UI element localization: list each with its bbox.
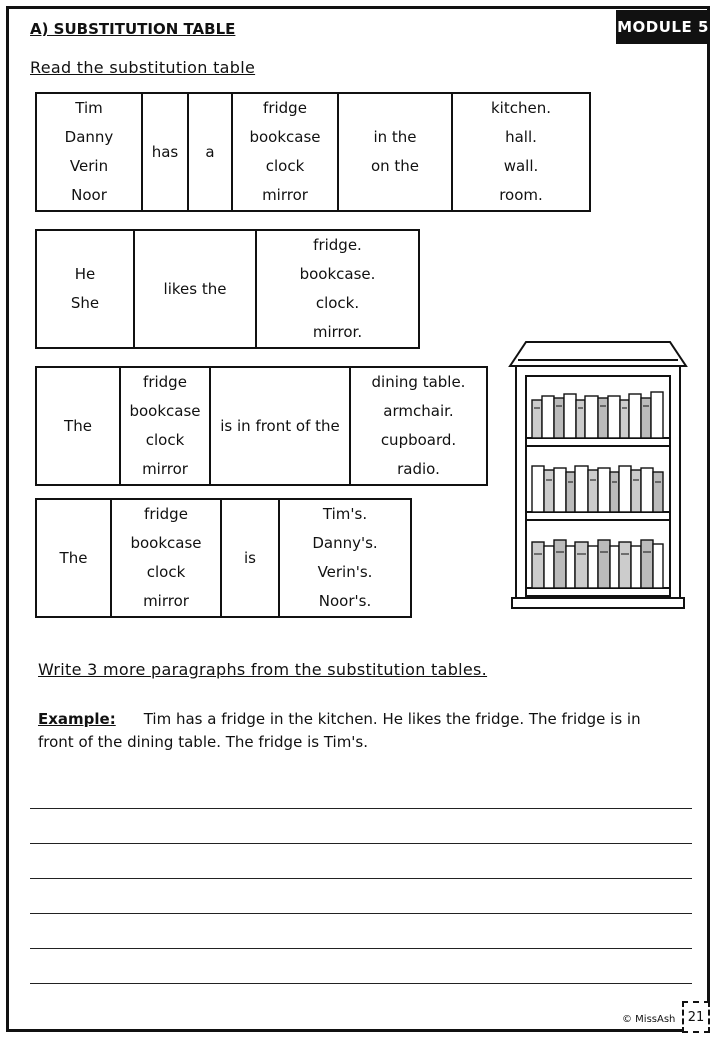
substitution-table-2 bbox=[35, 229, 420, 349]
writing-line[interactable] bbox=[30, 878, 692, 879]
preposition-option: on the bbox=[370, 157, 420, 175]
writing-line[interactable] bbox=[30, 843, 692, 844]
places-cell bbox=[350, 367, 487, 485]
article-cell: The bbox=[36, 367, 120, 485]
article-cell: The bbox=[36, 499, 111, 617]
object-option: bookcase bbox=[130, 534, 202, 552]
phrase-cell: is in front of the bbox=[210, 367, 350, 485]
subject-option: Danny bbox=[64, 128, 114, 146]
object-option: clock bbox=[265, 157, 305, 175]
objects-cell bbox=[256, 230, 419, 348]
example-text: Tim has a fridge in the kitchen. He likes the fridge. The fridge is in front of the dining table. The fridge is Tim's. bbox=[38, 710, 641, 751]
place-option: armchair. bbox=[383, 402, 454, 420]
objects-cell bbox=[111, 499, 221, 617]
owner-option: Verin's. bbox=[317, 563, 373, 581]
object-option: clock bbox=[145, 431, 185, 449]
bookcase-illustration bbox=[508, 338, 688, 614]
object-option: bookcase bbox=[129, 402, 201, 420]
owner-option: Tim's. bbox=[322, 505, 368, 523]
place-option: hall. bbox=[505, 128, 537, 146]
verb-cell: is bbox=[221, 499, 279, 617]
writing-line[interactable] bbox=[30, 913, 692, 914]
places-cell bbox=[452, 93, 590, 211]
verb-cell: likes the bbox=[134, 230, 256, 348]
page-number: 21 bbox=[682, 1001, 710, 1033]
preposition-cell bbox=[338, 93, 452, 211]
example-paragraph bbox=[38, 708, 678, 754]
object-option: clock. bbox=[315, 294, 360, 312]
copyright: © MissAsh bbox=[622, 1014, 676, 1025]
subjects-cell bbox=[36, 93, 142, 211]
object-option: mirror bbox=[262, 186, 308, 204]
instruction-read: Read the substitution table bbox=[30, 58, 256, 77]
object-option: bookcase bbox=[249, 128, 321, 146]
object-option: mirror. bbox=[312, 323, 363, 341]
object-option: fridge bbox=[143, 373, 187, 391]
owners-cell bbox=[279, 499, 411, 617]
subject-option: Noor bbox=[71, 186, 107, 204]
substitution-table-4 bbox=[35, 498, 412, 618]
place-option: room. bbox=[499, 186, 543, 204]
place-option: wall. bbox=[503, 157, 539, 175]
pronoun-option: He bbox=[74, 265, 96, 283]
object-option: fridge bbox=[263, 99, 307, 117]
article-cell: a bbox=[188, 93, 232, 211]
subject-option: Verin bbox=[69, 157, 109, 175]
object-option: mirror bbox=[142, 460, 188, 478]
preposition-option: in the bbox=[373, 128, 417, 146]
place-option: radio. bbox=[397, 460, 440, 478]
writing-line[interactable] bbox=[30, 983, 692, 984]
object-option: bookcase. bbox=[299, 265, 376, 283]
substitution-table-1 bbox=[35, 92, 591, 212]
writing-line[interactable] bbox=[30, 808, 692, 809]
module-badge: MODULE 5 bbox=[616, 10, 710, 44]
object-option: fridge bbox=[144, 505, 188, 523]
place-option: kitchen. bbox=[491, 99, 551, 117]
substitution-table-3 bbox=[35, 366, 488, 486]
writing-line[interactable] bbox=[30, 948, 692, 949]
example-label: Example: bbox=[38, 710, 116, 728]
objects-cell bbox=[232, 93, 338, 211]
pronoun-option: She bbox=[70, 294, 100, 312]
place-option: cupboard. bbox=[380, 431, 457, 449]
owner-option: Danny's. bbox=[312, 534, 378, 552]
place-option: dining table. bbox=[371, 373, 466, 391]
object-option: fridge. bbox=[313, 236, 362, 254]
section-title: A) SUBSTITUTION TABLE bbox=[30, 20, 236, 38]
objects-cell bbox=[120, 367, 210, 485]
owner-option: Noor's. bbox=[318, 592, 372, 610]
verb-cell: has bbox=[142, 93, 188, 211]
pronouns-cell bbox=[36, 230, 134, 348]
object-option: clock bbox=[146, 563, 186, 581]
subject-option: Tim bbox=[75, 99, 103, 117]
object-option: mirror bbox=[143, 592, 189, 610]
instruction-write: Write 3 more paragraphs from the substitution tables. bbox=[38, 660, 488, 679]
